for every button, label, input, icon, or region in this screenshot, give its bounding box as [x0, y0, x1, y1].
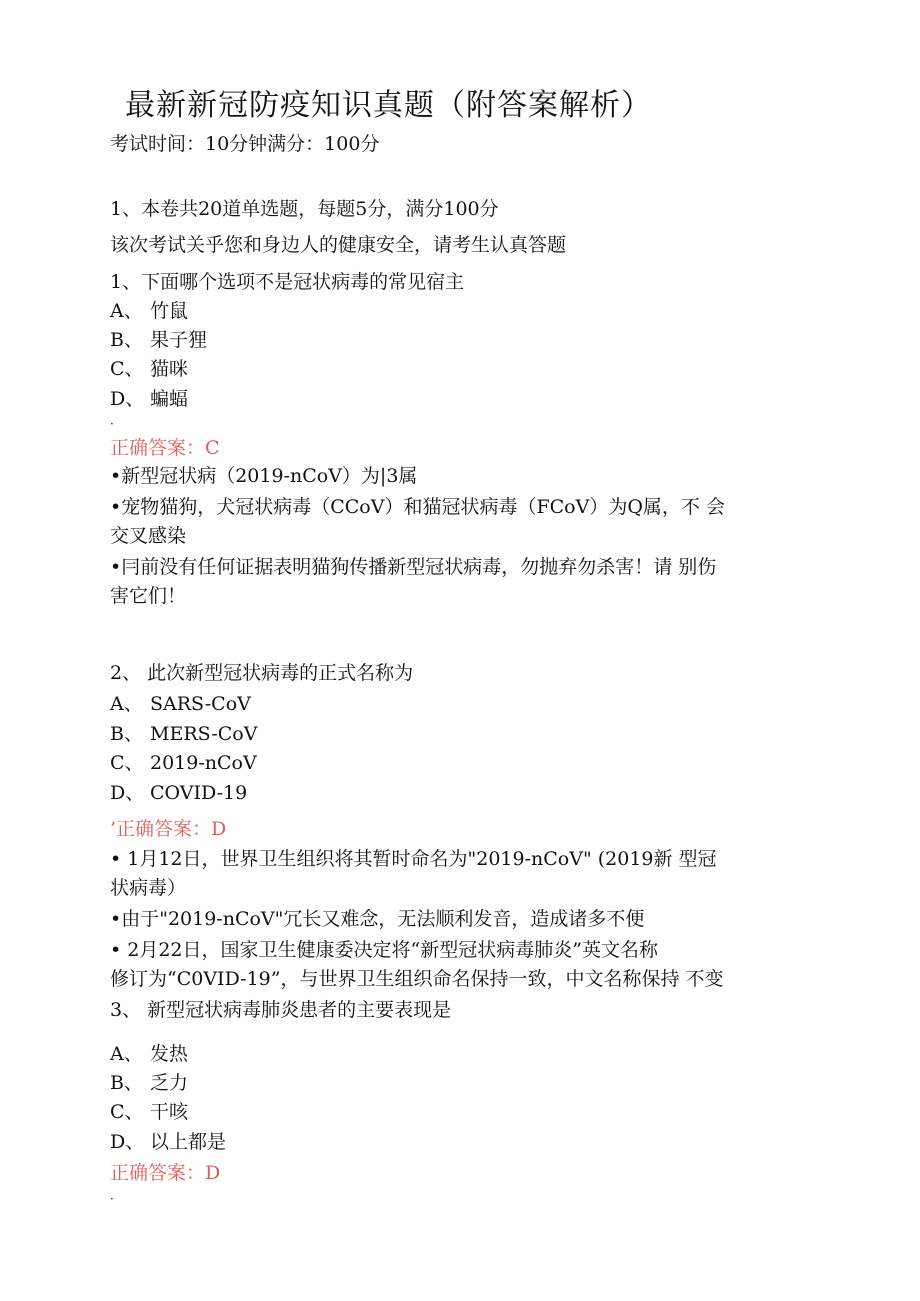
q2-explanation-line: •由于"2019-nCoV"冗长又难念，无法顺利发音，造成诸多不便	[110, 908, 645, 930]
q1-answer: 正确答案：C	[110, 437, 220, 459]
separator-dot: ·	[110, 1192, 114, 1206]
option-text: 2019-nCoV	[150, 752, 257, 774]
option-letter: B、	[110, 329, 143, 351]
option-text: 乏力	[150, 1072, 189, 1094]
q1-option-c	[110, 357, 188, 381]
q1-explanation-line: 交叉感染	[110, 525, 187, 547]
option-letter: D、	[110, 1131, 145, 1153]
question-2: 2、 此次新型冠状病毒的正式名称为	[110, 662, 414, 684]
question-3: 3、 新型冠状病毒肺炎患者的主要表现是	[110, 999, 452, 1021]
q1-explanation-line: •新型冠状病（2019-nCoV）为|3属	[110, 465, 418, 487]
option-letter: C、	[110, 358, 144, 380]
q1-option-d	[110, 387, 188, 411]
q1-explanation-line: 害它们！	[110, 585, 187, 607]
q2-explanation-line: • 2月22日，国家卫生健康委决定将“新型冠状病毒肺炎”英文名称	[110, 939, 658, 961]
option-text: COVID-19	[150, 782, 248, 804]
option-text: 以上都是	[150, 1131, 227, 1153]
option-letter: B、	[110, 1072, 143, 1094]
q2-option-a	[110, 692, 251, 716]
option-letter: C、	[110, 1101, 144, 1123]
option-text: 竹鼠	[150, 300, 189, 322]
q3-option-b	[110, 1071, 188, 1095]
q2-explanation-line: 修订为“C0VID-19”，与世界卫生组织命名保持一致，中文名称保持 不变	[110, 968, 724, 990]
q1-option-b	[110, 328, 207, 352]
option-letter: C、	[110, 752, 144, 774]
q2-option-d	[110, 781, 247, 805]
option-letter: A、	[110, 1043, 143, 1065]
q2-answer: 正确答案：D	[116, 818, 227, 840]
q2-explanation-line: 状病毒）	[110, 877, 187, 899]
option-text: SARS-CoV	[150, 693, 251, 715]
separator-dot: ·	[110, 417, 114, 431]
instruction-line: 该次考试关乎您和身边人的健康安全，请考生认真答题	[110, 234, 567, 256]
option-letter: B、	[110, 723, 143, 745]
option-text: 果子狸	[150, 329, 208, 351]
answer-mark: ’	[110, 818, 117, 840]
option-text: 发热	[150, 1043, 189, 1065]
q1-explanation-line: •宠物猫狗，犬冠状病毒（CCoV）和猫冠状病毒（FCoV）为Q属，不 会	[110, 496, 725, 518]
q1-explanation-line: •冃前没有任何证据表明猫狗传播新型冠状病毒，勿抛弃勿杀害！请 别伤	[110, 556, 717, 578]
option-text: MERS-CoV	[150, 723, 258, 745]
option-text: 蝙蝠	[150, 388, 189, 410]
option-letter: D、	[110, 388, 145, 410]
instruction-line: 1、本卷共20道单选题，每题5分，满分100分	[110, 198, 499, 220]
exam-info: 考试时间：10分钟满分：100分	[110, 133, 380, 155]
q3-option-d	[110, 1130, 226, 1154]
question-1: 1、下面哪个选项不是冠状病毒的常见宿主	[110, 271, 465, 293]
option-letter: A、	[110, 693, 143, 715]
option-letter: A、	[110, 300, 143, 322]
q2-option-b	[110, 722, 257, 746]
q2-answer-line	[110, 817, 226, 841]
option-text: 干咳	[150, 1101, 189, 1123]
q2-option-c	[110, 751, 257, 775]
q2-explanation-line: • 1月12日，世界卫生组织将其暂时命名为"2019-nCoV" (2019新 型冠	[110, 848, 717, 870]
q3-option-c	[110, 1100, 188, 1124]
q1-option-a	[110, 299, 188, 323]
option-letter: D、	[110, 782, 145, 804]
option-text: 猫咪	[150, 358, 189, 380]
q3-answer: 正确答案：D	[110, 1162, 221, 1184]
q3-option-a	[110, 1042, 188, 1066]
document-title: 最新新冠防疫知识真题（附答案解析）	[125, 88, 652, 123]
